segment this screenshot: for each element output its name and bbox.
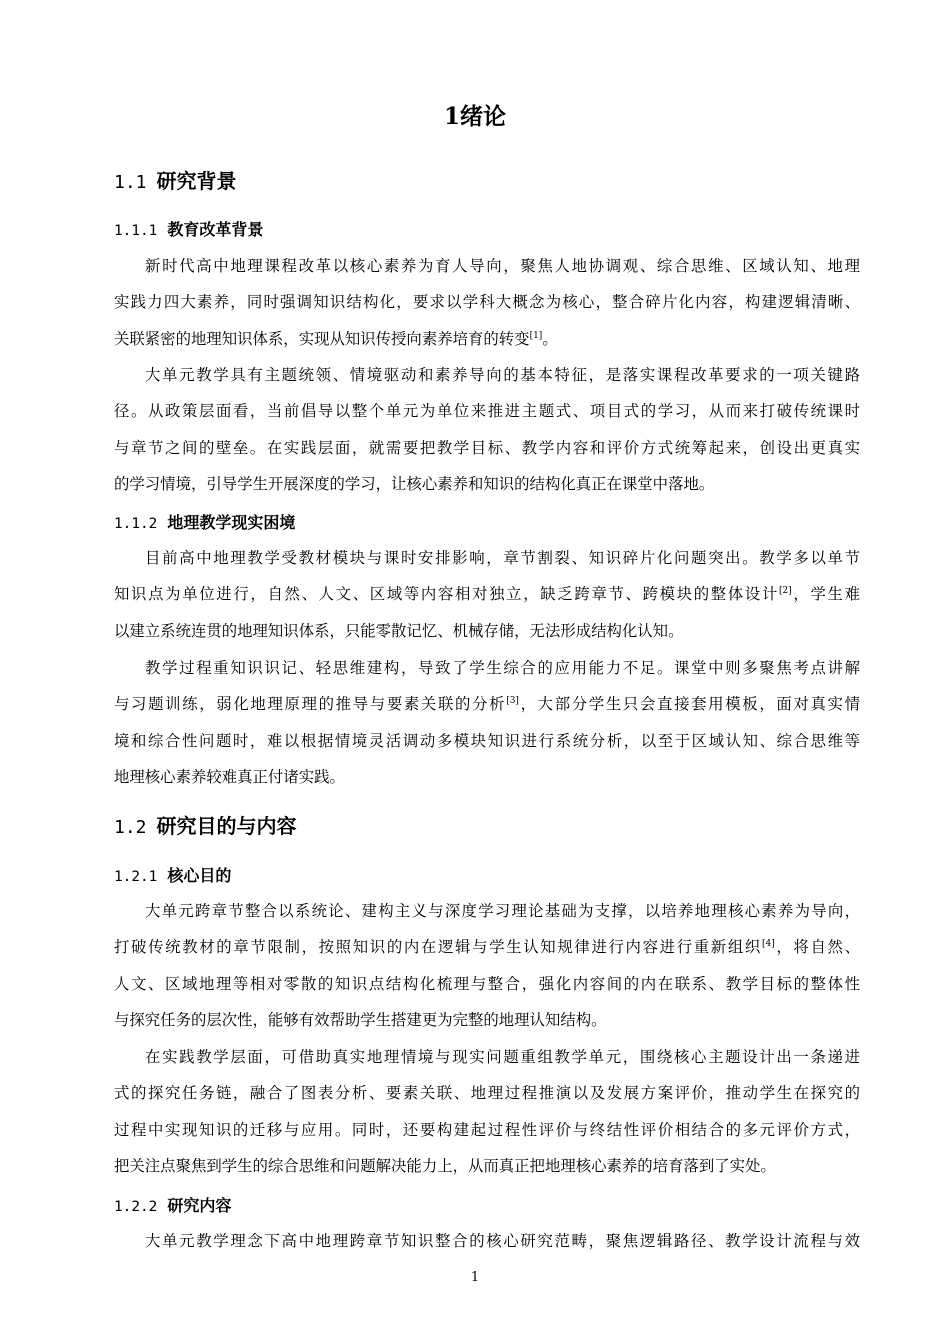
text-line-part: 关联紧密的地理知识体系，实现从知识传授向素养培育的转变 <box>114 329 530 348</box>
subsection-title: 地理教学现实困境 <box>167 513 296 532</box>
citation-ref: [2] <box>779 586 792 597</box>
text-line: 径。从政策层面看，当前倡导以整个单元为单位来推进主题式、项目式的学习，从而来打破传统课时 <box>114 402 860 421</box>
paragraph <box>114 893 860 1038</box>
paragraph <box>114 540 860 649</box>
subsection-heading-1-2-2 <box>114 1194 231 1219</box>
text-line <box>114 686 860 722</box>
text-line: 境和综合性问题时，难以根据情境灵活调动多模块知识进行系统分析，以至于区域认知、综合思维等 <box>114 731 860 750</box>
paragraph <box>114 248 860 357</box>
section-title: 研究背景 <box>156 169 237 193</box>
text-line: 与探究任务的层次性，能够有效帮助学生搭建更为完整的地理认知结构。 <box>114 1010 607 1029</box>
section-title: 研究目的与内容 <box>156 814 297 838</box>
text-line: 以建立系统连贯的地理知识体系，只能零散记忆、机械存储，无法形成结构化认知。 <box>114 621 684 640</box>
text-line-part: ，大部分学生只会直接套用模板，面对真实情 <box>518 695 860 714</box>
paragraph <box>114 357 860 502</box>
text-line-part: ，学生难 <box>791 585 860 604</box>
text-line: 的学习情境，引导学生开展深度的学习，让核心素养和知识的结构化真正在课堂中落地。 <box>114 474 715 493</box>
subsection-number: 1.2.2 <box>114 1199 158 1215</box>
text-line: 过程中实现知识的迁移与应用。同时，还要构建起过程性评价与终结性评价相结合的多元评价方式， <box>114 1120 860 1139</box>
subsection-title: 教育改革背景 <box>167 220 264 239</box>
subsection-title: 研究内容 <box>167 1196 232 1215</box>
subsection-heading-1-1-1 <box>114 218 263 243</box>
text-line-part: 与习题训练，弱化地理原理的推导与要素关联的分析 <box>114 695 507 714</box>
text-line-part: 知识点为单位进行，自然、人文、区域等内容相对独立，缺乏跨章节、跨模块的整体设计 <box>114 585 780 604</box>
chapter-title: 1绪论 <box>443 103 506 130</box>
paragraph <box>114 650 860 795</box>
text-line: 目前高中地理教学受教材模块与课时安排影响，章节割裂、知识碎片化问题突出。教学多以单节 <box>145 549 860 567</box>
subsection-number: 1.2.1 <box>114 869 158 885</box>
text-line: 大单元跨章节整合以系统论、建构主义与深度学习理论基础为支撑，以培养地理核心素养为导向， <box>145 902 860 920</box>
text-line <box>114 321 860 357</box>
text-line: 式的探究任务链，融合了图表分析、要素关联、地理过程推演以及发展方案评价，推动学生在探究的 <box>114 1084 860 1103</box>
citation-ref: [4] <box>761 939 775 950</box>
text-line: 在实践教学层面，可借助真实地理情境与现实问题重组教学单元，围绕核心主题设计出一条递进 <box>145 1048 860 1066</box>
citation-ref: [1] <box>529 330 543 341</box>
text-line: 地理核心素养较难真正付诸实践。 <box>114 767 345 786</box>
text-line: 人文、区域地理等相对零散的知识点结构化梳理与整合，强化内容间的内在联系、教学目标的整体性 <box>114 974 860 993</box>
text-line: 与章节之间的壁垒。在实践层面，就需要把教学目标、教学内容和评价方式统筹起来，创设出更真实 <box>114 438 860 457</box>
text-line: 把关注点聚焦到学生的综合思维和问题解决能力上，从而真正把地理核心素养的培育落到了实处。 <box>114 1156 776 1175</box>
section-heading-1-2 <box>114 811 297 843</box>
text-line-part: ，将自然、 <box>774 938 860 957</box>
text-line: 大单元教学具有主题统领、情境驱动和素养导向的基本特征，是落实课程改革要求的一项关键路 <box>145 366 860 384</box>
text-line <box>114 929 860 965</box>
section-number: 1.2 <box>114 817 147 838</box>
text-line: 教学过程重知识识记、轻思维建构，导致了学生综合的应用能力不足。课堂中则多聚焦考点讲解 <box>145 659 860 677</box>
paragraph <box>114 1223 860 1259</box>
text-line <box>114 576 860 612</box>
text-line: 实践力四大素养，同时强调知识结构化，要求以学科大概念为核心，整合碎片化内容，构建逻辑清晰、 <box>114 293 860 312</box>
citation-ref: [3] <box>506 696 519 707</box>
subsection-number: 1.1.2 <box>114 516 158 532</box>
subsection-heading-1-1-2 <box>114 511 295 536</box>
page-number: 1 <box>470 1270 480 1285</box>
text-line: 大单元教学理念下高中地理跨章节知识整合的核心研究范畴，聚焦逻辑路径、教学设计流程与效 <box>145 1232 860 1250</box>
paragraph <box>114 1039 860 1184</box>
subsection-title: 核心目的 <box>167 866 232 885</box>
text-line-part: 打破传统教材的章节限制，按照知识的内在逻辑与学生认知规律进行内容进行重新组织 <box>114 938 762 957</box>
subsection-heading-1-2-1 <box>114 864 231 889</box>
section-heading-1-1 <box>114 166 237 198</box>
text-line-part: 。 <box>542 329 558 348</box>
subsection-number: 1.1.1 <box>114 223 158 239</box>
text-line: 新时代高中地理课程改革以核心素养为育人导向，聚焦人地协调观、综合思维、区域认知、地理 <box>145 257 860 275</box>
section-number: 1.1 <box>114 172 147 193</box>
